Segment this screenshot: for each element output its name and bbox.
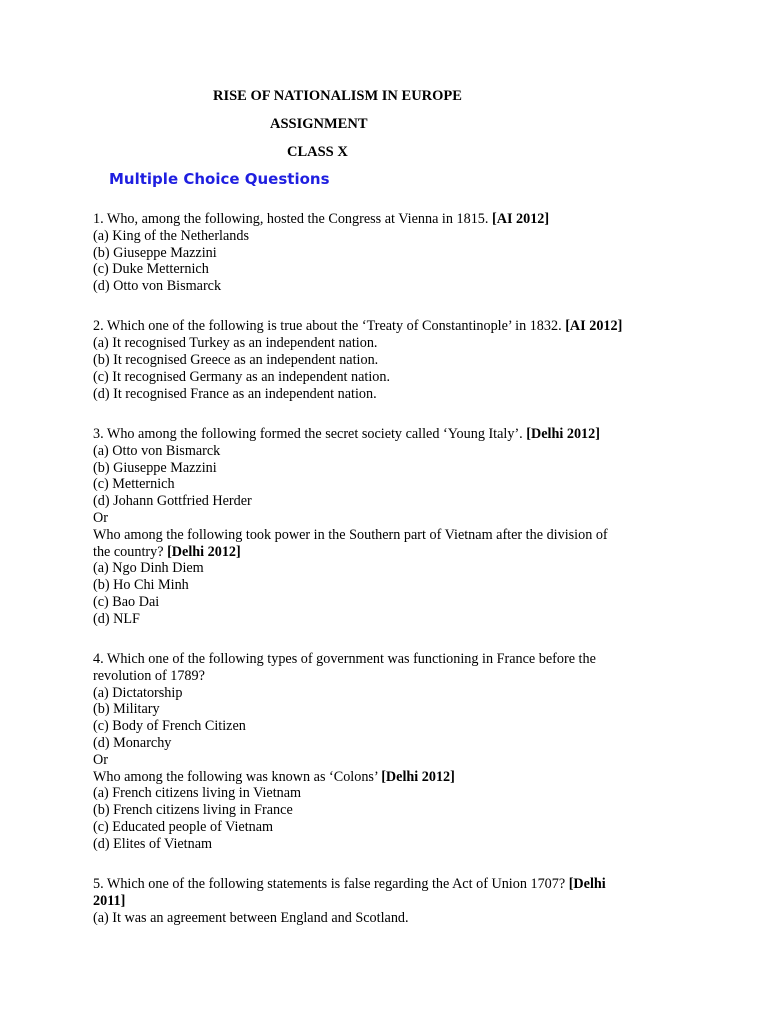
option-c: (c) It recognised Germany as an independent nation.: [93, 368, 391, 385]
alt-option-c: (c) Educated people of Vietnam: [93, 819, 274, 835]
option-d: (d) Monarchy: [93, 735, 172, 752]
exam-tag: [Delhi 2012]: [167, 543, 241, 560]
option-b: (b) Giuseppe Mazzini: [93, 459, 217, 476]
question-5: [93, 876, 683, 926]
question-stem: [93, 318, 683, 335]
alt-question-stem: [93, 769, 683, 786]
option-a: (a) Dictatorship: [93, 684, 183, 701]
document-title: RISE OF NATIONALISM IN EUROPE: [213, 88, 462, 104]
exam-tag: [Delhi: [568, 876, 606, 893]
stem-text: 2. Which one of the following is true about the ‘Treaty of Constantinople’ in 1832.: [93, 318, 566, 335]
question-2: [93, 318, 683, 402]
exam-tag: [AI 2012]: [565, 318, 623, 335]
question-stem: [93, 211, 683, 228]
exam-tag: [Delhi 2012]: [381, 768, 455, 785]
alt-option-b: (b) French citizens living in France: [93, 802, 293, 819]
question-stem-line-2: revolution of 1789?: [93, 667, 205, 684]
question-3: [93, 426, 683, 628]
alt-question-stem-line-1: Who among the following took power in the Southern part of Vietnam after the division of: [93, 526, 608, 543]
class-label: CLASS X: [287, 144, 348, 160]
alt-option-d: (d) NLF: [93, 610, 140, 627]
question-stem: [93, 426, 683, 443]
question-list: [93, 211, 683, 950]
question-stem-line-1: 4. Which one of the following types of government was functioning in France before the: [93, 651, 596, 668]
or-separator: Or: [93, 509, 108, 526]
alt-option-c: (c) Bao Dai: [93, 593, 160, 610]
option-b: (b) Giuseppe Mazzini: [93, 244, 217, 261]
option-a: (a) King of the Netherlands: [93, 227, 250, 244]
alt-option-d: (d) Elites of Vietnam: [93, 835, 213, 852]
option-a: (a) It recognised Turkey as an independent nation.: [93, 335, 378, 352]
option-d: (d) It recognised France as an independent nation.: [93, 385, 377, 402]
stem-text: the country?: [93, 543, 168, 560]
exam-tag: [AI 2012]: [491, 211, 550, 227]
question-1: [93, 211, 683, 295]
option-c: (c) Metternich: [93, 476, 175, 493]
stem-text: 3. Who among the following formed the secret society called ‘Young Italy’.: [93, 425, 527, 442]
assignment-label: ASSIGNMENT: [270, 116, 368, 132]
option-c: (c) Duke Metternich: [93, 261, 209, 278]
alt-question-stem-line-2: [93, 544, 683, 561]
exam-tag-continued: 2011]: [93, 892, 126, 909]
stem-text: Who among the following was known as ‘Colons’: [93, 768, 382, 785]
option-d: (d) Otto von Bismarck: [93, 278, 222, 295]
alt-option-a: (a) Ngo Dinh Diem: [93, 560, 204, 577]
option-a: (a) It was an agreement between England and Scotland.: [93, 909, 409, 926]
exam-tag: [Delhi 2012]: [526, 425, 600, 442]
section-heading: Multiple Choice Questions: [109, 170, 330, 188]
option-d: (d) Johann Gottfried Herder: [93, 493, 252, 510]
alt-option-a: (a) French citizens living in Vietnam: [93, 785, 302, 802]
question-4: [93, 651, 683, 853]
alt-option-b: (b) Ho Chi Minh: [93, 577, 189, 594]
or-separator: Or: [93, 751, 108, 768]
option-a: (a) Otto von Bismarck: [93, 442, 221, 459]
stem-text: 5. Which one of the following statements is false regarding the Act of Union 1707?: [93, 876, 569, 893]
stem-text: 1. Who, among the following, hosted the Congress at Vienna in 1815.: [93, 211, 492, 227]
option-b: (b) Military: [93, 701, 160, 718]
option-b: (b) It recognised Greece as an independent nation.: [93, 352, 379, 369]
question-stem-line-1: [93, 876, 683, 893]
option-c: (c) Body of French Citizen: [93, 718, 246, 735]
